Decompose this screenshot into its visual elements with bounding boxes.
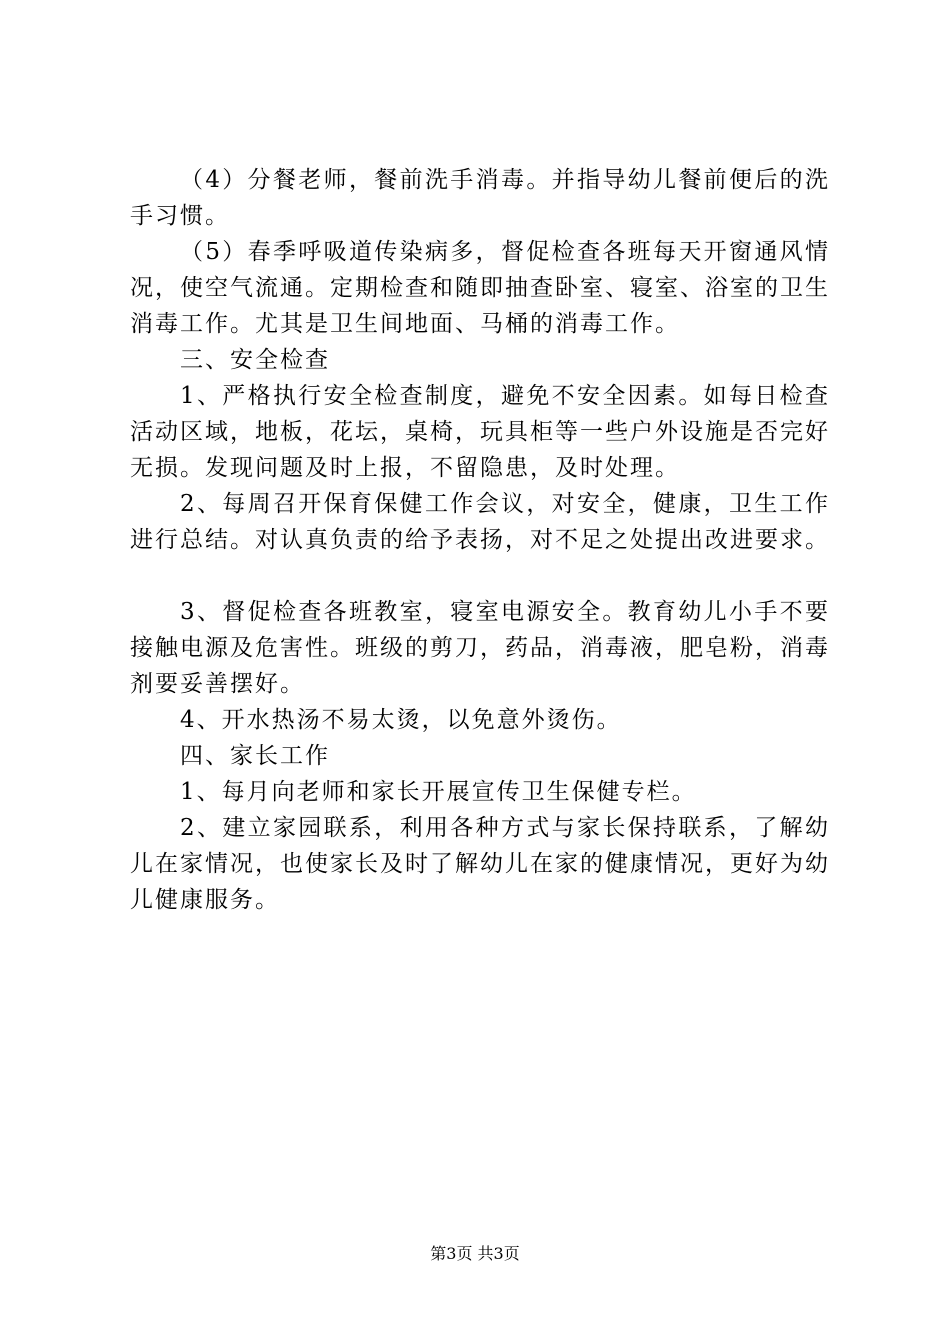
page-number-footer: 第3页 共3页: [430, 1244, 520, 1263]
paragraph-power-safety: 3、督促检查各班教室，寝室电源安全。教育幼儿小手不要接触电源及危害性。班级的剪刀，药品，消毒液，肥皂粉，消毒剂要妥善摆好。: [130, 599, 830, 697]
paragraph-weekly-meeting: 2、每周召开保育保健工作会议，对安全，健康，卫生工作进行总结。对认真负责的给予表扬，对不足之处提出改进要求。: [130, 491, 830, 553]
paragraph-handwashing: （4）分餐老师，餐前洗手消毒。并指导幼儿餐前便后的洗手习惯。: [130, 167, 830, 229]
section-heading-parents: 四、家长工作: [180, 743, 330, 769]
document-body: [130, 162, 830, 918]
paragraph-spacer: [130, 558, 830, 594]
paragraph-ventilation: （5）春季呼吸道传染病多，督促检查各班每天开窗通风情况，使空气流通。定期检查和随即抽查卧室、寝室、浴室的卫生消毒工作。尤其是卫生间地面、马桶的消毒工作。: [130, 239, 830, 337]
paragraph-home-school-contact: 2、建立家园联系，利用各种方式与家长保持联系，了解幼儿在家情况，也使家长及时了解幼儿在家的健康情况，更好为幼儿健康服务。: [130, 815, 830, 913]
paragraph-hot-water: 4、开水热汤不易太烫，以免意外烫伤。: [180, 707, 622, 733]
section-heading-safety: 三、安全检查: [180, 347, 330, 373]
paragraph-safety-inspection: 1、严格执行安全检查制度，避免不安全因素。如每日检查活动区域，地板，花坛，桌椅，玩具柜等一些户外设施是否完好无损。发现问题及时上报，不留隐患，及时处理。: [130, 383, 830, 481]
paragraph-health-column: 1、每月向老师和家长开展宣传卫生保健专栏。: [180, 779, 697, 805]
